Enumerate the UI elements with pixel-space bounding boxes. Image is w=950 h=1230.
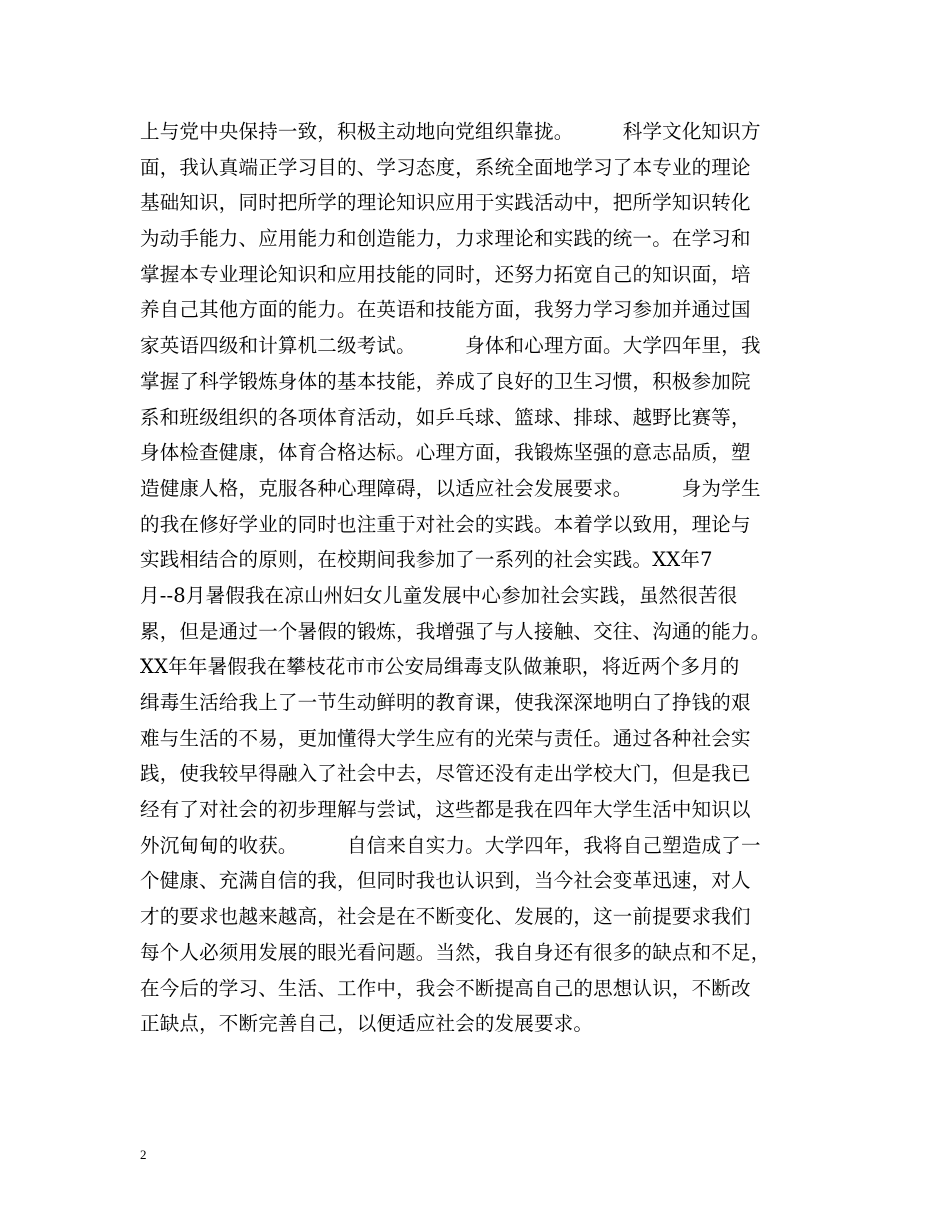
text-line: 才的要求也越来越高，社会是在不断变化、发展的，这一前提要求我们: [140, 905, 751, 929]
text-line: 基础知识，同时把所学的理论知识应用于实践活动中，把所学知识转化: [140, 191, 751, 215]
text-line: 外沉甸甸的收获。 自信来自实力。大学四年，我将自己塑造成了一: [140, 833, 761, 857]
text-line: 上与党中央保持一致，积极主动地向党组织靠拢。 科学文化知识方: [140, 120, 761, 143]
text-line: 实践相结合的原则，在校期间我参加了一系列的社会实践。XX年7: [140, 548, 713, 572]
text-line: 掌握了科学锻炼身体的基本技能，养成了良好的卫生习惯，积极参加院: [140, 369, 751, 393]
text-line: XX年年暑假我在攀枝花市市公安局缉毒支队做兼职，将近两个多月的: [140, 655, 740, 679]
text-line: 造健康人格，克服各种心理障碍，以适应社会发展要求。 身为学生: [140, 476, 761, 500]
text-line: 个健康、充满自信的我，但同时我也认识到，当今社会变革迅速，对人: [140, 869, 751, 893]
body-text: [140, 114, 840, 1042]
text-line: 掌握本专业理论知识和应用技能的同时，还努力拓宽自己的知识面，培: [140, 262, 751, 286]
text-line: 缉毒生活给我上了一节生动鲜明的教育课，使我深深地明白了挣钱的艰: [140, 691, 751, 714]
text-line: 在今后的学习、生活、工作中，我会不断提高自己的思想认识，不断改: [140, 976, 751, 1000]
text-line: 月--8月暑假我在凉山州妇女儿童发展中心参加社会实践，虽然很苦很: [140, 583, 738, 607]
page-number: 2: [140, 1147, 147, 1162]
text-line: 正缺点，不断完善自己，以便适应社会的发展要求。: [140, 1012, 594, 1036]
text-line: 难与生活的不易，更加懂得大学生应有的光荣与责任。通过各种社会实: [140, 726, 751, 750]
text-line: 的我在修好学业的同时也注重于对社会的实践。本着学以致用，理论与: [140, 512, 751, 536]
text-line: 身体检查健康，体育合格达标。心理方面，我锻炼坚强的意志品质，塑: [140, 441, 751, 465]
text-line: 系和班级组织的各项体育活动，如乒乓球、篮球、排球、越野比赛等，: [140, 405, 751, 429]
text-line: 养自己其他方面的能力。在英语和技能方面，我努力学习参加并通过国: [140, 298, 751, 322]
text-line: 践，使我较早得融入了社会中去，尽管还没有走出学校大门，但是我已: [140, 762, 751, 786]
text-line: 累，但是通过一个暑假的锻炼，我增强了与人接触、交往、沟通的能力。: [140, 619, 771, 643]
text-line: 为动手能力、应用能力和创造能力，力求理论和实践的统一。在学习和: [140, 227, 751, 251]
text-line: 每个人必须用发展的眼光看问题。当然，我自身还有很多的缺点和不足，: [140, 940, 771, 964]
text-line: 家英语四级和计算机二级考试。 身体和心理方面。大学四年里，我: [140, 334, 761, 358]
text-line: 面，我认真端正学习目的、学习态度，系统全面地学习了本专业的理论: [140, 155, 751, 179]
text-line: 经有了对社会的初步理解与尝试，这些都是我在四年大学生活中知识以: [140, 798, 751, 822]
